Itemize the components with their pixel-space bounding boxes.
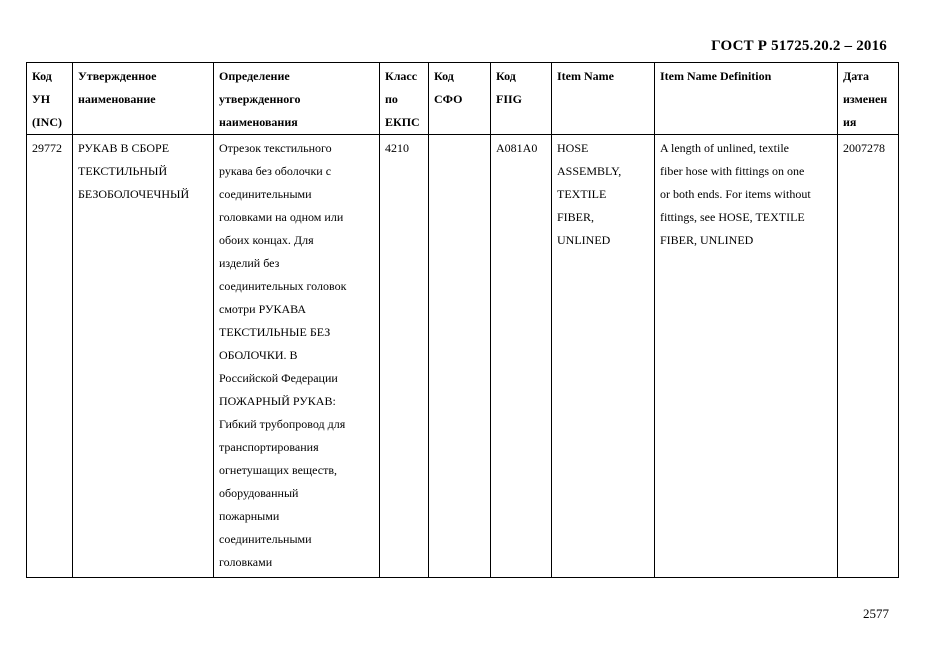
document-standard-header: ГОСТ Р 51725.20.2 – 2016 bbox=[711, 38, 887, 54]
nomenclature-table bbox=[26, 62, 899, 578]
cell-item-name: HOSE ASSEMBLY, TEXTILE FIBER, UNLINED bbox=[552, 135, 655, 578]
page-number: 2577 bbox=[863, 606, 889, 621]
header-definition: Определение утвержденного наименования bbox=[214, 63, 380, 135]
header-ekps-class: Класс по ЕКПС bbox=[380, 63, 429, 135]
header-approved-name: Утвержденное наименование bbox=[73, 63, 214, 135]
cell-fiig-code: A081A0 bbox=[491, 135, 552, 578]
header-inc: Код УН (INC) bbox=[27, 63, 73, 135]
table-header-row bbox=[27, 63, 899, 135]
header-change-date: Дата изменен ия bbox=[838, 63, 899, 135]
cell-ekps-class: 4210 bbox=[380, 135, 429, 578]
header-item-name: Item Name bbox=[552, 63, 655, 135]
header-sfo-code: Код СФО bbox=[429, 63, 491, 135]
header-fiig-code: Код FIIG bbox=[491, 63, 552, 135]
cell-approved-name: РУКАВ В СБОРЕ ТЕКСТИЛЬНЫЙ БЕЗОБОЛОЧЕЧНЫЙ bbox=[73, 135, 214, 578]
cell-change-date: 2007278 bbox=[838, 135, 899, 578]
cell-sfo-code bbox=[429, 135, 491, 578]
header-item-name-definition: Item Name Definition bbox=[655, 63, 838, 135]
cell-inc: 29772 bbox=[27, 135, 73, 578]
table-row bbox=[27, 135, 899, 578]
cell-definition: Отрезок текстильного рукава без оболочки с соединительными головками на одном или обоих концах. Для изделий без соединительных головок смотри РУКАВА ТЕКСТИЛЬНЫЕ БЕЗ ОБОЛОЧКИ. В Российской Федерации ПОЖАРНЫЙ РУКАВ: Гибкий трубопровод для транспортирования огнетушащих веществ, оборудованный пожарными соединительными головками bbox=[214, 135, 380, 578]
cell-item-name-definition: A length of unlined, textile fiber hose with fittings on one or both ends. For items without fittings, see HOSE, TEXTILE FIBER, UNLINED bbox=[655, 135, 838, 578]
